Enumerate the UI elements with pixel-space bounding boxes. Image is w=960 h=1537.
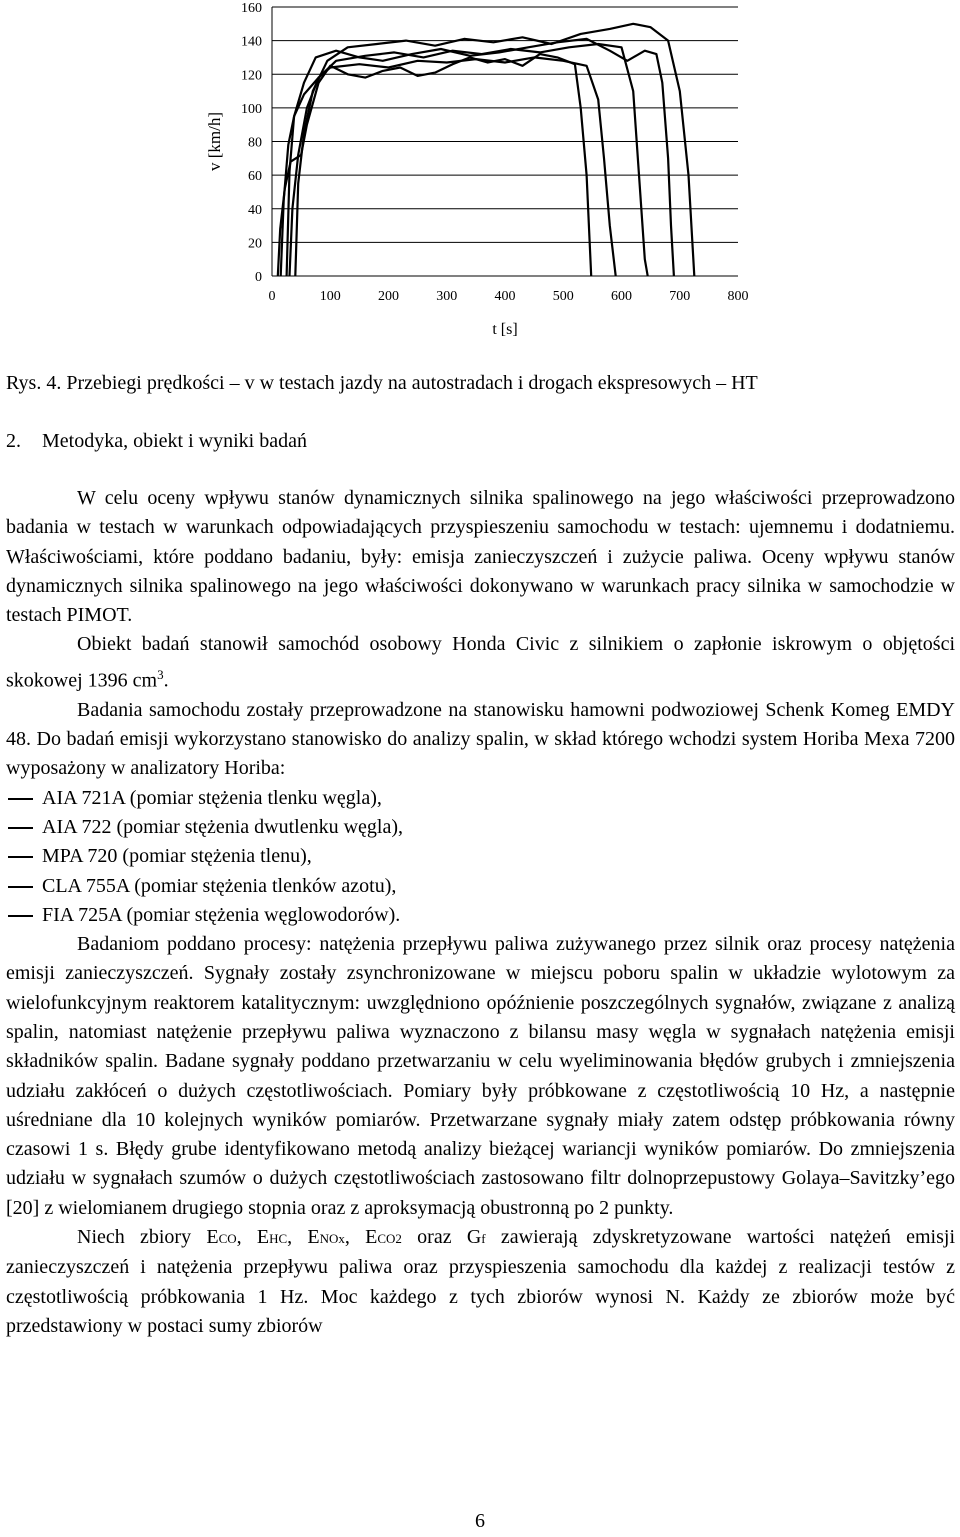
page-number: 6	[475, 1510, 485, 1532]
chart-grid	[272, 7, 738, 276]
list-item: AIA 722 (pomiar stężenia dwutlenku węgla),	[6, 813, 955, 842]
set-gf: Gf	[466, 1226, 486, 1249]
y-tick-label: 120	[241, 68, 262, 84]
paragraph-2	[6, 630, 955, 695]
chart-series	[278, 24, 695, 276]
y-tick-label: 100	[241, 101, 262, 117]
x-tick-label: 600	[611, 289, 632, 304]
list-item: AIA 721A (pomiar stężenia tlenku węgla),	[6, 784, 955, 813]
x-tick-label: 0	[268, 289, 276, 304]
body-text	[6, 484, 955, 1341]
y-tick-label: 40	[248, 202, 262, 218]
paragraph-5-rest: zawierają zdyskretyzowane wartości natężeń emisji zanieczyszczeń i natężenia przepływu paliwa oraz przyspieszenia samochodu dla każdej z realizacji testów z częstotliwością próbkowania 1 Hz. Moc każdego z tych zbiorów wynosi N. Każdy ze zbiorów może być przedstawiony w postaci sumy zbiorów	[6, 1226, 955, 1337]
set-eco2: ECO2	[365, 1226, 402, 1249]
y-tick-label: 160	[241, 1, 262, 16]
paragraph-5-start: Niech zbiory	[77, 1226, 207, 1249]
paragraph-2-sup: 3	[157, 666, 164, 682]
paragraph-2-text: Obiekt badań stanowił samochód osobowy Honda Civic z silnikiem o zapłonie iskrowym o objętości skokowej 1396 cm	[6, 633, 955, 692]
x-tick-label: 400	[494, 289, 516, 304]
y-tick-labels	[241, 1, 262, 285]
x-tick-label: 500	[552, 289, 574, 304]
y-tick-label: 80	[248, 135, 262, 151]
paragraph-5: Niech zbiory ECO, EHC, ENOx, ECO2 oraz Gf zawierają zdyskretyzowane wartości natężeń emisji zanieczyszczeń i natężenia przepływu paliwa oraz przyspieszenia samochodu dla każdej z realizacji testów z częstotliwością próbkowania 1 Hz. Moc każdego z tych zbiorów wynosi N. Każdy ze zbiorów może być przedstawiony w postaci sumy zbiorów	[6, 1226, 955, 1337]
y-axis-label: v [km/h]	[205, 111, 224, 172]
speed-chart	[200, 0, 760, 345]
x-tick-label: 100	[319, 289, 341, 304]
paragraph-3: Badania samochodu zostały przeprowadzone na stanowisku hamowni podwoziowej Schenk Komeg EMDY 48. Do badań emisji wykorzystano stanowisko do analizy spalin, w skład którego wchodzi system Horiba Mexa 7200 wyposażony w analizatory Horiba:	[6, 698, 955, 780]
set-enox: ENOx	[307, 1226, 345, 1249]
section-heading	[6, 428, 956, 454]
paragraph-1: W celu oceny wpływu stanów dynamicznych silnika spalinowego na jego właściwości przeprowadzono badania w testach w warunkach odpowiadających przyspieszeniu samochodu w testach: ujemnemu i dodatniemu. Właściwościami, które poddano badaniu, były: emisja zanieczyszczeń i zużycie paliwa. Oceny wpływu stanów dynamicznych silnika spalinowego na jego właściwości dokonywano w warunkach pracy silnika w samochodzie w testach PIMOT.	[6, 487, 955, 627]
y-tick-label: 20	[248, 236, 262, 252]
list-item: CLA 755A (pomiar stężenia tlenków azotu),	[6, 872, 955, 901]
y-tick-label: 60	[248, 169, 262, 185]
section-title: Metodyka, obiekt i wyniki badań	[42, 430, 307, 452]
set-ehc: EHC	[256, 1226, 288, 1249]
series-line	[290, 44, 648, 276]
set-eco: ECO	[206, 1226, 237, 1249]
paragraph-4: Badaniom poddano procesy: natężenia przepływu paliwa zużywanego przez silnik oraz procesy natężenia emisji zanieczyszczeń. Sygnały zostały zsynchronizowane w miejscu poboru spalin w układzie wylotowym za wielofunkcyjnym reaktorem katalitycznym: uwzględniono opóźnienie poszczególnych sygnałów, związane z analizą spalin, natomiast natężenie przepływu paliwa wyznaczono z bilansu masy węgla w sygnałach natężenia emisji składników spalin. Badane sygnały poddano przetwarzaniu w celu wyeliminowania błędów grubych i zmniejszenia udziału zakłóceń o dużych częstotliwościach. Pomiary były próbkowane z częstotliwością 10 Hz, a następnie uśredniane dla 10 kolejnych wyników pomiarów. Przetwarzane sygnały miały zatem odstęp próbkowania równy czasowi 1 s. Błędy grube identyfikowano metodą analizy bieżącej wariancji wyników pomiarów. Do zmniejszenia udziału w sygnałach szumów o dużych częstotliwościach zastosowano filtr dolnoprzepustowy Golaya–Savitzky’ego [20] z wielomianem drugiego stopnia oraz z aproksymacją obustronną po 2 punkty.	[6, 933, 955, 1219]
x-tick-label: 300	[436, 289, 458, 304]
list-item: MPA 720 (pomiar stężenia tlenu),	[6, 842, 955, 871]
paragraph-2-end: .	[163, 669, 169, 692]
x-tick-label: 800	[727, 289, 749, 304]
series-line	[281, 57, 616, 276]
figure-caption: Rys. 4. Przebiegi prędkości – v w testach jazdy na autostradach i drogach ekspresowych – HT	[6, 372, 758, 394]
section-number: 2.	[6, 430, 21, 452]
y-tick-label: 140	[241, 34, 262, 50]
x-tick-labels	[269, 289, 749, 304]
x-axis-label: t [s]	[492, 321, 518, 338]
list-item: FIA 725A (pomiar stężenia węglowodorów).	[6, 901, 955, 930]
x-tick-label: 200	[378, 289, 399, 304]
analyzer-list	[6, 784, 955, 930]
x-tick-label: 700	[669, 289, 691, 304]
y-tick-label: 0	[255, 270, 262, 285]
